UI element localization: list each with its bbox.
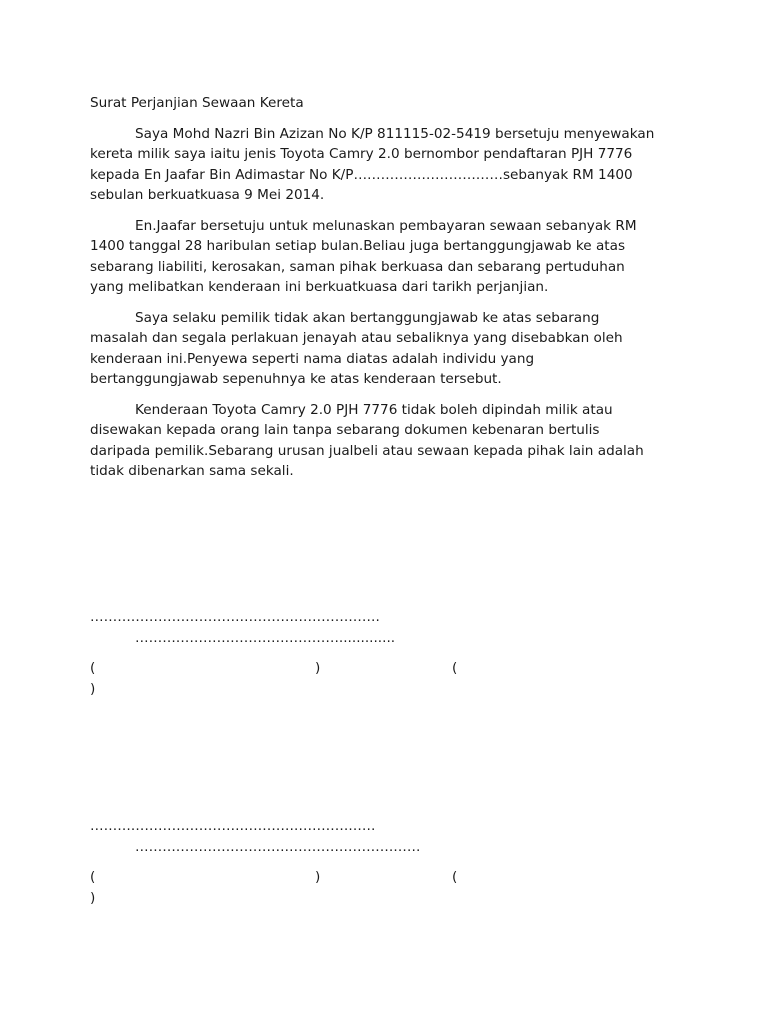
close-bracket-renter: )	[90, 680, 96, 697]
open-bracket-renter: (	[452, 660, 458, 676]
signature-block-1	[90, 607, 458, 699]
signature-block-2	[90, 816, 458, 908]
witness-line-1: ………………………………………………………	[90, 818, 376, 834]
close-bracket-owner: )	[315, 660, 321, 676]
paragraph-4: Kenderaan Toyota Camry 2.0 PJH 7776 tidak boleh dipindah milik atau disewakan kepada orang lain tanpa sebarang dokumen kebenaran bertulis daripada pemilik.Sebarang urusan jualbeli atau sewaan kepada pihak lain adalah tidak dibenarkan sama sekali.	[90, 401, 644, 479]
open-bracket-witness-2: (	[452, 869, 458, 885]
paragraph-2: En.Jaafar bersetuju untuk melunaskan pembayaran sewaan sebanyak RM 1400 tanggal 28 haribulan setiap bulan.Beliau juga bertanggungjawab ke atas sebarang liabiliti, kerosakan, saman pihak berkuasa dan sebarang pertuduhan yang melibatkan kenderaan ini berkuatkuasa dari tarikh perjanjian.	[90, 217, 637, 295]
name-brackets-row	[90, 658, 458, 679]
witness-line-2: ………………………………………………………	[135, 838, 421, 855]
close-bracket-witness-1: )	[315, 869, 321, 885]
agreement-body	[90, 93, 690, 492]
open-bracket-owner: (	[90, 660, 96, 676]
signature-line-owner: ……………………………………………………….	[90, 609, 380, 625]
witness-brackets-row	[90, 867, 458, 888]
paragraph-3: Saya selaku pemilik tidak akan bertanggungjawab ke atas sebarang masalah dan segala perlakuan jenayah atau sebaliknya yang disebabkan oleh kenderaan ini.Penyewa seperti nama diatas adalah individu yang bertanggungjawab sepenuhnya ke atas kenderaan tersebut.	[90, 309, 623, 387]
document-title: Surat Perjanjian Sewaan Kereta	[90, 95, 304, 111]
close-bracket-witness-2: )	[90, 889, 96, 906]
signature-line-renter: ……………………………………….............	[135, 629, 396, 646]
open-bracket-witness-1: (	[90, 869, 96, 885]
paragraph-1: Saya Mohd Nazri Bin Azizan No K/P 811115-02-5419 bersetuju menyewakan kereta milik saya iaitu jenis Toyota Camry 2.0 bernombor pendaftaran PJH 7776 kepada En Jaafar Bin Adimastar No K/P……………………………sebanyak RM 1400 sebulan berkuatkuasa 9 Mei 2014.	[90, 125, 655, 203]
